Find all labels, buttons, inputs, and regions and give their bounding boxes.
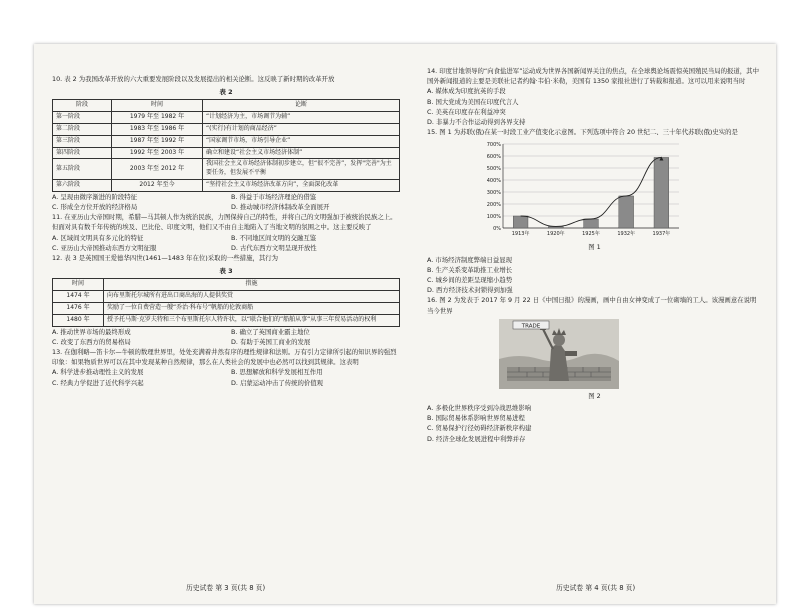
- exam-sheet: [34, 44, 776, 604]
- table-cell: 1987 年至 1992 年: [112, 135, 203, 147]
- option-c[interactable]: C. 亚历山大帝国推动东西方文明征服: [52, 243, 157, 252]
- table-row: [53, 303, 400, 315]
- table-3: [52, 278, 400, 326]
- table-cell: “(实行)有计划的商品经济”: [203, 124, 400, 136]
- option-c[interactable]: C. 贸易保护行径妨碍经济新秩序构建: [427, 424, 532, 433]
- option-b[interactable]: B. 确立了英国商业霸主地位: [231, 327, 310, 336]
- option-d[interactable]: D. 古代东西方文明呈现开放性: [231, 243, 317, 252]
- statue-of-liberty-cartoon-icon: [499, 319, 619, 389]
- figure-1-chart: [475, 140, 685, 240]
- right-column: [427, 66, 762, 444]
- option-b[interactable]: B. 思想解放和科学发展相互作用: [231, 368, 323, 377]
- option-a[interactable]: A. 市场经济制度弊端日益显现: [427, 255, 513, 264]
- table-cell: 确立和建设“社会主义市场经济体制”: [203, 147, 400, 159]
- chart-y-tick-label: 100%: [486, 214, 501, 221]
- table-2: [52, 99, 400, 191]
- option-d[interactable]: D. 推动城市经济体制改革全面展开: [231, 202, 330, 211]
- table-cell: “坚持社会主义市场经济改革方向”，全面深化改革: [203, 179, 400, 191]
- page-footer-3: 历史试卷 第 3 页(共 8 页): [186, 584, 266, 592]
- table-cell: 2003 年至 2012 年: [112, 159, 203, 180]
- option-b[interactable]: B. 生产关系变革助推工业增长: [427, 265, 513, 274]
- table-row: [53, 135, 400, 147]
- chart-bar: [654, 158, 669, 229]
- option-c[interactable]: C. 经典力学促进了近代科学兴起: [52, 378, 144, 387]
- chart-bar: [513, 216, 528, 228]
- chart-y-tick-label: 700%: [486, 142, 501, 149]
- option-a[interactable]: A. 科学进步推动理性主义的发展: [52, 368, 144, 377]
- chart-x-tick-label: 1920年: [546, 231, 565, 238]
- question-10-options: [52, 192, 400, 212]
- chart-x-tick-label: 1913年: [511, 231, 530, 238]
- option-c[interactable]: C. 形成全方位开放的经济格局: [52, 202, 138, 211]
- table-cell: 奖励了一位自费营造一艘“乔治·科布号”帆船的伦敦商船: [104, 303, 400, 315]
- option-d[interactable]: D. 有助于英国工商业的发展: [231, 337, 311, 346]
- table-row: [53, 124, 400, 136]
- question-12-stem: 12. 表 3 是英国国王爱德华四世(1461—1483 年在位)采取的一些措施，其行为: [52, 254, 279, 262]
- table-cell: 我国社会主义市场经济体制初步建立，但“很不完善”，发挥"完善"为主要任务，但发展不平衡: [203, 159, 400, 180]
- chart-y-tick-label: 400%: [486, 178, 501, 185]
- table-header-cell: 阶段: [53, 100, 112, 112]
- question-16-stem: 16. 图 2 为发表于 2017 年 9 月 22 日《中国日报》的漫画，画中自由女神变成了一位砌墙的工人。该漫画意在说明当今世界: [427, 296, 757, 315]
- question-10-stem: 10. 表 2 为我国改革开放的六大重要发展阶段以及发展提出的相关论断。这反映了新时期的改革开放: [52, 75, 335, 83]
- table-cell: 第六阶段: [53, 179, 112, 191]
- table-cell: 1983 年至 1986 年: [112, 124, 203, 136]
- option-d[interactable]: D. 西方经济技术封锁得到加强: [427, 286, 513, 295]
- table-cell: 1476 年: [53, 303, 104, 315]
- question-14-stem: 14. 印度甘地领导的“向食盐进军”运动成为世界各国新闻界关注的焦点，在全球舆论场震惊英国殖民当局的报道，其中国外新闻报道的主要是美联社记者约翰·韦伯·米勒，美国有 1350 家报社进行了转载和报道。这可以用来说明当时: [427, 67, 759, 86]
- table-3-title: 表 3: [219, 267, 233, 276]
- table-cell: “计划经济为主，市场调节为辅”: [203, 112, 400, 124]
- option-a[interactable]: A. 推动世界市场的最终形成: [52, 327, 131, 336]
- option-b[interactable]: B. 不同地区间文明的交融互鉴: [231, 233, 317, 242]
- table-header-cell: 论断: [203, 100, 400, 112]
- figure-1-caption: 图 1: [588, 243, 601, 252]
- table-header-row: [53, 279, 400, 291]
- table-cell: 第一阶段: [53, 112, 112, 124]
- question-15-stem: 15. 图 1 为苏联(俄)在某一时段工业产值变化示意图。下列选项中符合 20 世纪二、三十年代苏联(俄)史实的是: [427, 128, 738, 137]
- figure-2-caption: 图 2: [588, 391, 601, 400]
- cartoon-sign-text: TRADE: [521, 323, 541, 330]
- industrial-output-chart: [475, 140, 685, 240]
- table-cell: 第三阶段: [53, 135, 112, 147]
- chart-x-tick-label: 1925年: [582, 231, 600, 238]
- option-a[interactable]: A. 媒体成为印度抗英的手段: [427, 87, 506, 96]
- left-column: [52, 74, 400, 388]
- option-d[interactable]: D. 经济全球化发展进程中利弊并存: [427, 434, 526, 443]
- option-b[interactable]: B. 国大党成为美国在印度代言人: [427, 97, 519, 106]
- chart-y-tick-label: 600%: [486, 154, 501, 161]
- question-15-options: [427, 255, 762, 296]
- option-a[interactable]: A. 呈现由微序渐进的阶段特征: [52, 192, 138, 201]
- chart-bar: [619, 196, 634, 228]
- question-14-options: [427, 86, 762, 127]
- option-b[interactable]: B. 国际贸易体系影响世界贸易进程: [427, 414, 525, 423]
- question-16-options: [427, 403, 762, 444]
- table-row: [53, 147, 400, 159]
- table-cell: 第五阶段: [53, 159, 112, 180]
- figure-2-cartoon: [499, 319, 619, 389]
- chart-y-tick-label: 300%: [486, 190, 501, 197]
- option-d[interactable]: D. 启蒙运动冲击了传统的价值观: [231, 378, 324, 387]
- table-cell: 2012 年至今: [112, 179, 203, 191]
- table-cell: 1474 年: [53, 291, 104, 303]
- option-d[interactable]: D. 非暴力不合作运动得到各界支持: [427, 118, 526, 127]
- table-2-title: 表 2: [219, 88, 233, 97]
- chart-bar: [584, 219, 599, 228]
- table-row: [53, 179, 400, 191]
- option-a[interactable]: A. 多极化世界秩序受到冷战思维影响: [427, 404, 532, 413]
- table-cell: 向布里斯托尔城所有进出口商出海的人提供奖赏: [104, 291, 400, 303]
- table-row: [53, 159, 400, 180]
- question-11-options: [52, 233, 400, 253]
- question-11-stem: 11. 在亚历山大帝国时期，希腊—马其顿人作为统治民族，力图保持自己的特性，并将自己的文明强加于被统治民族之上。但面对具有数千年传统的埃及、巴比伦、印度文明，他们又不由自主地陷入了当地文明的氛围之中。这主要反映了: [52, 213, 397, 232]
- table-cell: 授予托马斯·克罗夫特和三个布里斯托尔人特许状，以“联合他们的”船舶从事“从事三年贸易活动的权利: [104, 314, 400, 326]
- option-b[interactable]: B. 得益于市场经济理论的借鉴: [231, 192, 317, 201]
- table-header-row: [53, 100, 400, 112]
- page-footer-4: 历史试卷 第 4 页(共 8 页): [556, 584, 636, 592]
- question-12-options: [52, 327, 400, 347]
- table-cell: “国家调节市场，市场引导企业”: [203, 135, 400, 147]
- chart-y-tick-label: 0%: [493, 226, 501, 233]
- option-c[interactable]: C. 改变了东西方的贸易格局: [52, 337, 131, 346]
- option-c[interactable]: C. 美英在印度存在利益冲突: [427, 107, 506, 116]
- table-header-cell: 时间: [53, 279, 104, 291]
- table-row: [53, 112, 400, 124]
- table-row: [53, 314, 400, 326]
- question-13-stem: 13. 在伽利略—笛卡尔—牛顿的数理世界里，处处充满着井然有序的理性规律和法则。万有引力定律所引起的知识界的强烈印象：如果物质世界可以在其中发现某种自然规律，那么在人类社会的发展中也必然可以找到其规律。这表明: [52, 348, 397, 367]
- chart-y-tick-label: 500%: [486, 166, 501, 173]
- option-a[interactable]: A. 区域间文明具有多元化的特征: [52, 233, 144, 242]
- table-cell: 第二阶段: [53, 124, 112, 136]
- chart-x-tick-label: 1937年: [652, 231, 671, 238]
- table-cell: 1480 年: [53, 314, 104, 326]
- option-c[interactable]: C. 城乡间的差距呈现缩小趋势: [427, 276, 513, 285]
- chart-y-tick-label: 200%: [486, 202, 501, 209]
- table-row: [53, 291, 400, 303]
- table-cell: 第四阶段: [53, 147, 112, 159]
- table-cell: 1992 年至 2003 年: [112, 147, 203, 159]
- chart-x-tick-label: 1932年: [617, 231, 636, 238]
- table-cell: 1979 年至 1982 年: [112, 112, 203, 124]
- question-13-options: [52, 367, 400, 387]
- table-header-cell: 时间: [112, 100, 203, 112]
- table-header-cell: 措施: [104, 279, 400, 291]
